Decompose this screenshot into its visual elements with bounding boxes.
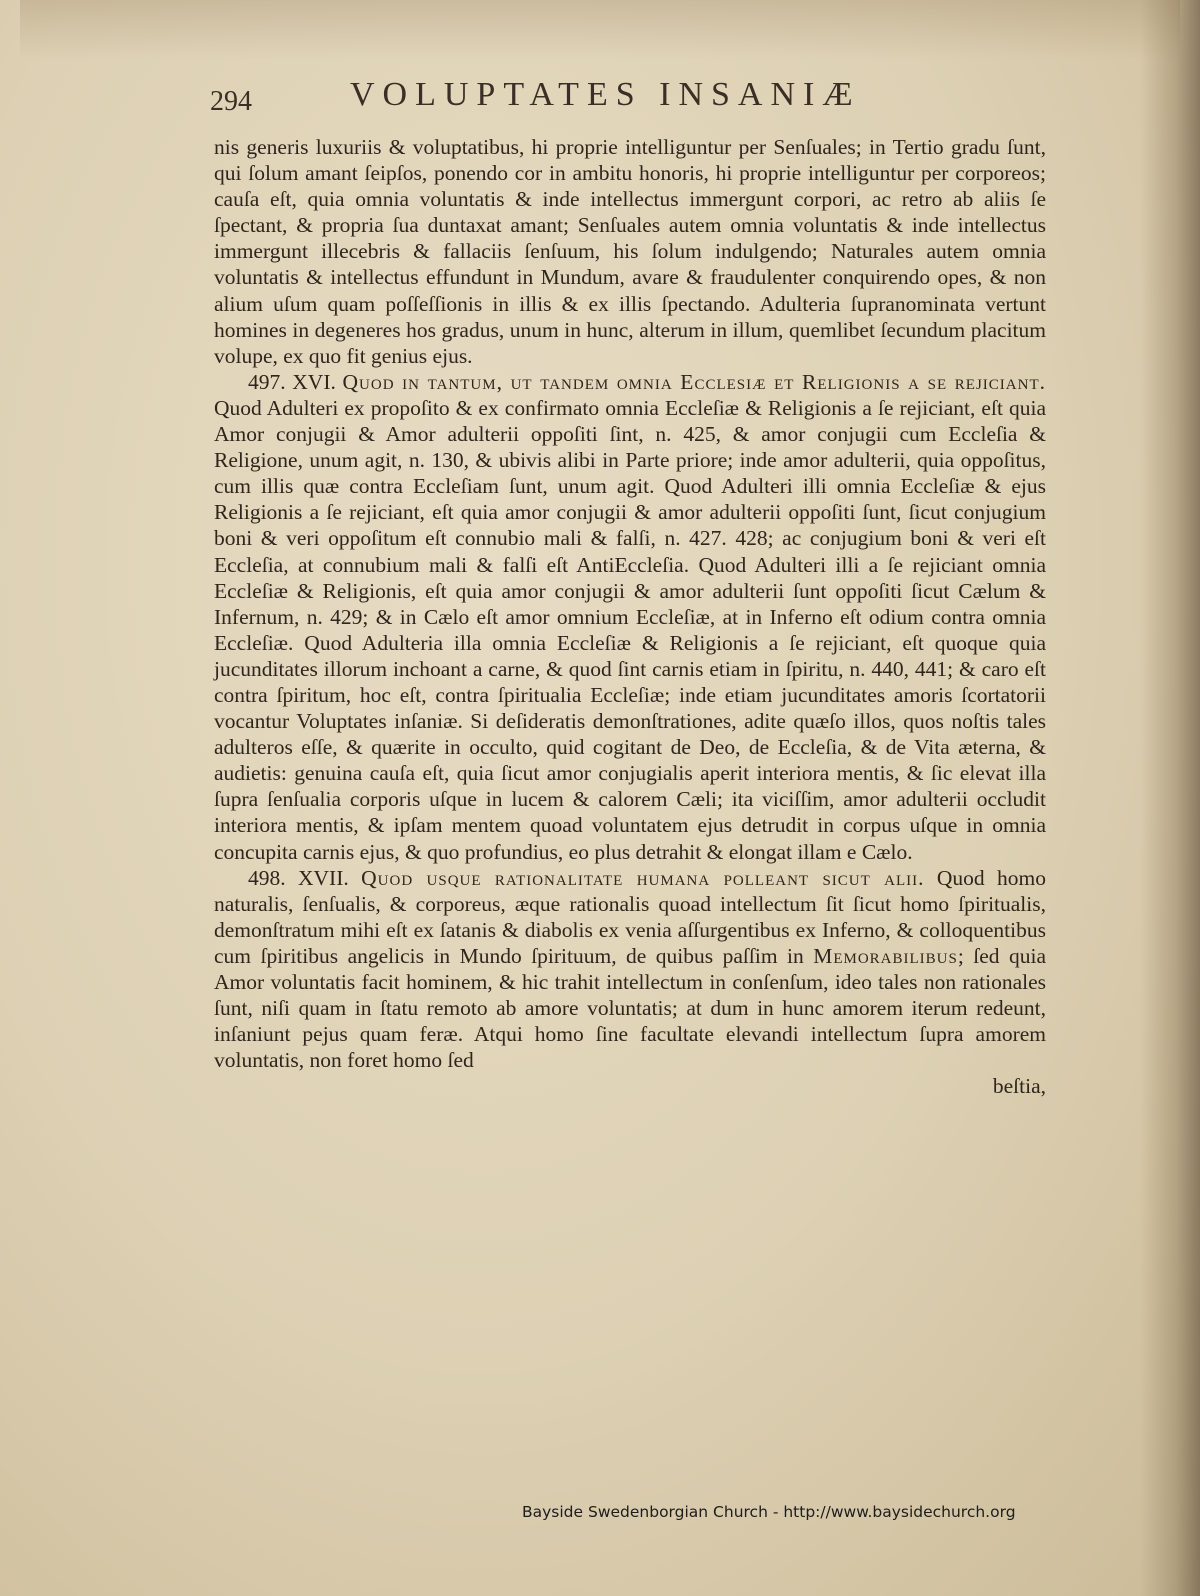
section-body-continued: ; ſed quia Amor voluntatis facit hominem, & hic trahit intellectum in conſenſum, ideo tales non rationales ſunt, niſi quam in ſtatu remoto ab amore voluntatis; at dum in hunc amorem iterum redeunt, inſaniunt pejus quam feræ. Atqui homo ſine facultate elevandi intellectum ſupra amorem voluntatis, non foret homo ſed bbox=[214, 943, 1046, 1073]
body-text bbox=[214, 134, 1046, 1099]
section-body: Quod Adulteri ex propoſito & ex confirmato omnia Eccleſiæ & Religionis a ſe rejiciant, eſt quia Amor conjugii & Amor adulterii oppoſiti ſint, n. 425, & amor conjugii cum Eccleſia & Religione, unum agit, n. 130, & ubivis alibi in Parte priore; inde amor adulterii, quia oppoſitus, cum illis quæ contra Eccleſiam ſunt, unum agit. Quod Adulteri illi omnia Eccleſiæ & ejus Religionis a ſe rejiciant, eſt quia amor conjugii & amor adulterii oppoſiti ſunt, ſicut conjugium boni & veri oppoſitum eſt connubio mali & falſi, n. 427. 428; ac conjugium boni & veri eſt Eccleſia, at connubium mali & falſi eſt AntiEccleſia. Quod Adulteri illi a ſe rejiciant omnia Eccleſiæ & Religionis, eſt quia amor conjugii & amor adulterii ſunt oppoſiti ſicut Cælum & Infernum, n. 429; & in Cælo eſt amor omnium Eccleſiæ, at in Inferno eſt odium contra omnia Eccleſiæ. Quod Adulteria illa omnia Eccleſiæ & Religionis a ſe rejiciant, eſt quoque quia jucunditates illorum inchoant a carne, & quod ſint carnis etiam in ſpiritu, n. 440, 441; & caro eſt contra ſpiritum, hoc eſt, contra ſpiritualia Eccleſiæ; inde etiam jucunditates amoris ſcortatorii vocantur Voluptates inſaniæ. Si deſideratis demonſtrationes, adite quæſo illos, quos noſtis tales adulteros eſſe, & quærite in occulto, quid cogitant de Deo, de Eccleſia, & de Vita æterna, & audietis: genuina cauſa eſt, quia ſicut amor conjugialis aperit interiora mentis, & ſic elevat illa ſupra ſenſualia corporis uſque in lucem & calorem Cæli; ita viciſſim, amor adulterii occludit interiora mentis, & ipſam mentem quoad voluntatem ejus detrudit in corpus uſque in omnia concupita carnis ejus, & quo profundius, eo plus detrahit & elongat illam e Cælo. bbox=[214, 395, 1046, 864]
running-title: VOLUPTATES INSANIÆ bbox=[350, 76, 861, 113]
section-number: 497. XVI. bbox=[248, 369, 336, 394]
watermark-text: Bayside Swedenborgian Church - http://www.baysidechurch.org bbox=[522, 1503, 1016, 1521]
top-edge-stain bbox=[20, 0, 1180, 60]
memorabilibus-reference: Memorabilibus bbox=[813, 943, 958, 968]
section-heading: Quod in tantum, ut tandem omnia Eccleſiæ et Religionis a se rejiciant. bbox=[342, 369, 1047, 394]
paragraph-continuation: nis generis luxuriis & voluptatibus, hi proprie intelliguntur per Senſuales; in Tertio gradu ſunt, qui ſolum amant ſeipſos, ponendo cor in ambitu honoris, hi proprie intelliguntur per corporeos; cauſa eſt, quia omnia voluntatis & inde intellectus immergunt corpori, ac retro ab aliis ſe ſpectant, & propria ſua duntaxat amant; Senſuales autem omnia voluntatis & inde intellectus immergunt illecebris & fallaciis ſenſuum, his ſolum indulgendo; Naturales autem omnia voluntatis & intellectus effundunt in Mundum, avare & fraudulenter conquirendo opes, & non alium uſum quam poſſeſſionis in illis & ex illis ſpectando. Adulteria ſupranominata vertunt homines in degeneres hos gradus, unum in hunc, alterum in illum, quemlibet ſecundum placitum volupe, ex quo fit genius ejus. bbox=[214, 135, 1046, 368]
section-number: 498. XVII. bbox=[248, 865, 349, 890]
paragraph-497 bbox=[214, 369, 1046, 865]
section-body: Quod homo naturalis, ſenſualis, & corporeus, æque rationalis quoad intellectum ſit ſicut homo ſpiritualis, demonſtratum mihi eſt ex ſatanis & diabolis ex venia aſſurgentibus ex Inferno, & colloquentibus cum ſpiritibus angelicis in Mundo ſpirituum, de quibus paſſim in bbox=[214, 865, 1047, 968]
page-number: 294 bbox=[210, 86, 252, 117]
binding-gutter bbox=[1140, 0, 1200, 1596]
catchword: beſtia, bbox=[992, 1074, 1046, 1099]
page-header bbox=[210, 74, 1040, 124]
section-heading: Quod usque rationalitate humana polleant sicut alii. bbox=[361, 865, 925, 890]
paragraph-498 bbox=[214, 865, 1046, 1074]
